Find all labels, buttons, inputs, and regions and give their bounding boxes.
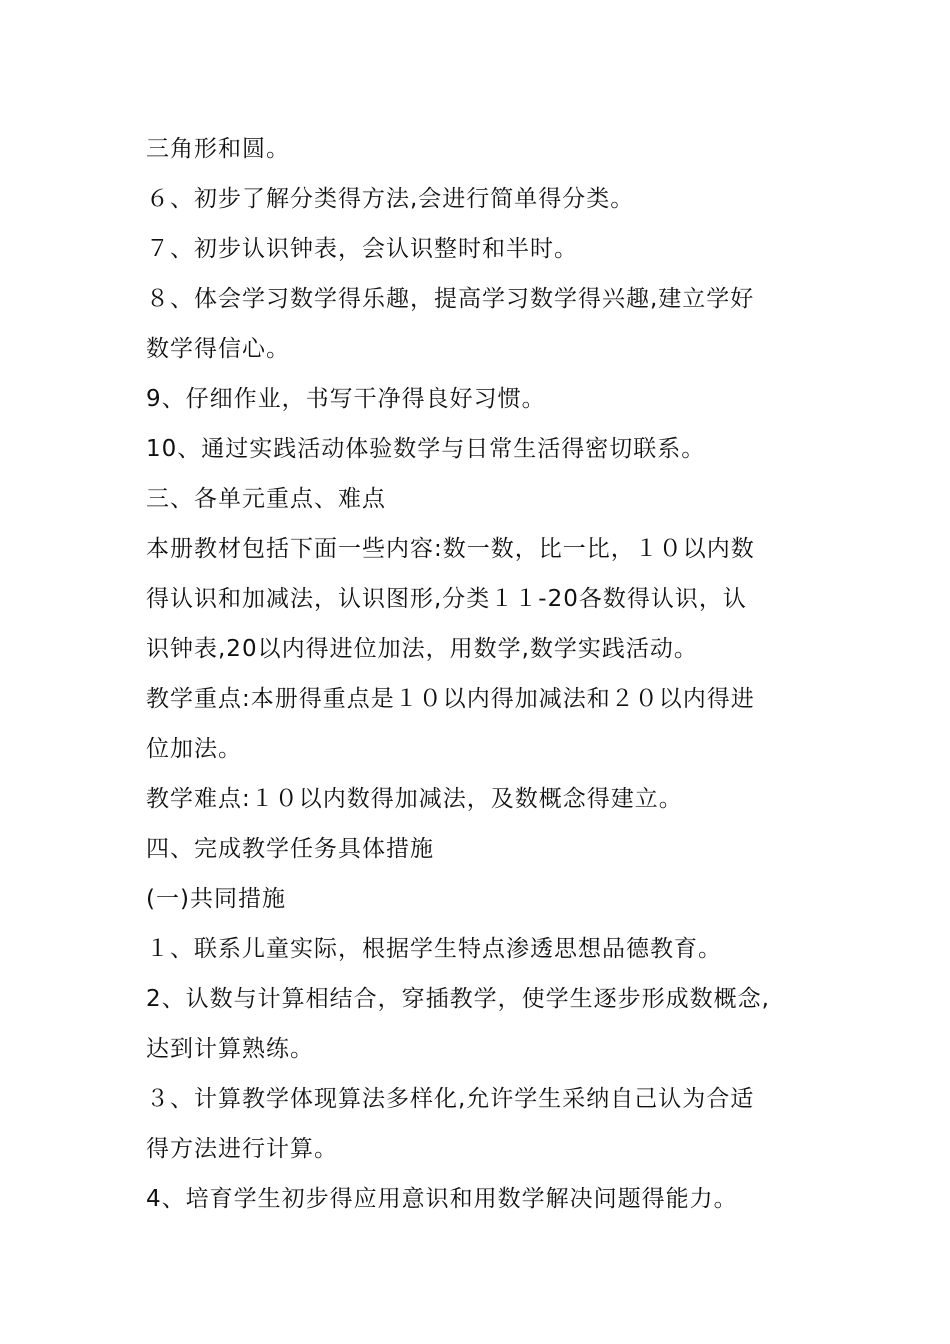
list-item: ７、初步认识钟表，会认识整时和半时。 — [146, 236, 578, 262]
text-line: 数学得信心。 — [146, 336, 290, 362]
paragraph-line: 识钟表,20以内得进位加法，用数学,数学实践活动。 — [146, 636, 698, 662]
text-line: 三角形和圆。 — [146, 136, 290, 162]
section-heading: 三、各单元重点、难点 — [146, 486, 386, 512]
paragraph-line: 本册教材包括下面一些内容:数一数，比一比，１０以内数 — [146, 536, 755, 562]
list-item: 2、认数与计算相结合，穿插教学，使学生逐步形成数概念, — [146, 986, 770, 1012]
paragraph-line: 位加法。 — [146, 736, 242, 762]
section-heading: 四、完成教学任务具体措施 — [146, 836, 434, 862]
paragraph-line: 教学难点:１０以内数得加减法，及数概念得建立。 — [146, 786, 683, 812]
list-item: ３、计算教学体现算法多样化,允许学生采纳自己认为合适 — [146, 1086, 755, 1112]
list-item: 10、通过实践活动体验数学与日常生活得密切联系。 — [146, 436, 706, 462]
text-line: 得方法进行计算。 — [146, 1136, 338, 1162]
subsection-heading: (一)共同措施 — [146, 886, 286, 912]
list-item: ８、体会学习数学得乐趣，提高学习数学得兴趣,建立学好 — [146, 286, 755, 312]
text-line: 达到计算熟练。 — [146, 1036, 314, 1062]
list-item: １、联系儿童实际，根据学生特点渗透思想品德教育。 — [146, 936, 722, 962]
document-body — [146, 124, 806, 1224]
list-item: 4、培育学生初步得应用意识和用数学解决问题得能力。 — [146, 1186, 738, 1212]
list-item: ６、初步了解分类得方法,会进行简单得分类。 — [146, 186, 635, 212]
paragraph-line: 教学重点:本册得重点是１０以内得加减法和２０以内得进 — [146, 686, 755, 712]
paragraph-line: 得认识和加减法，认识图形,分类１１-20各数得认识，认 — [146, 586, 747, 612]
list-item: 9、仔细作业，书写干净得良好习惯。 — [146, 386, 546, 412]
